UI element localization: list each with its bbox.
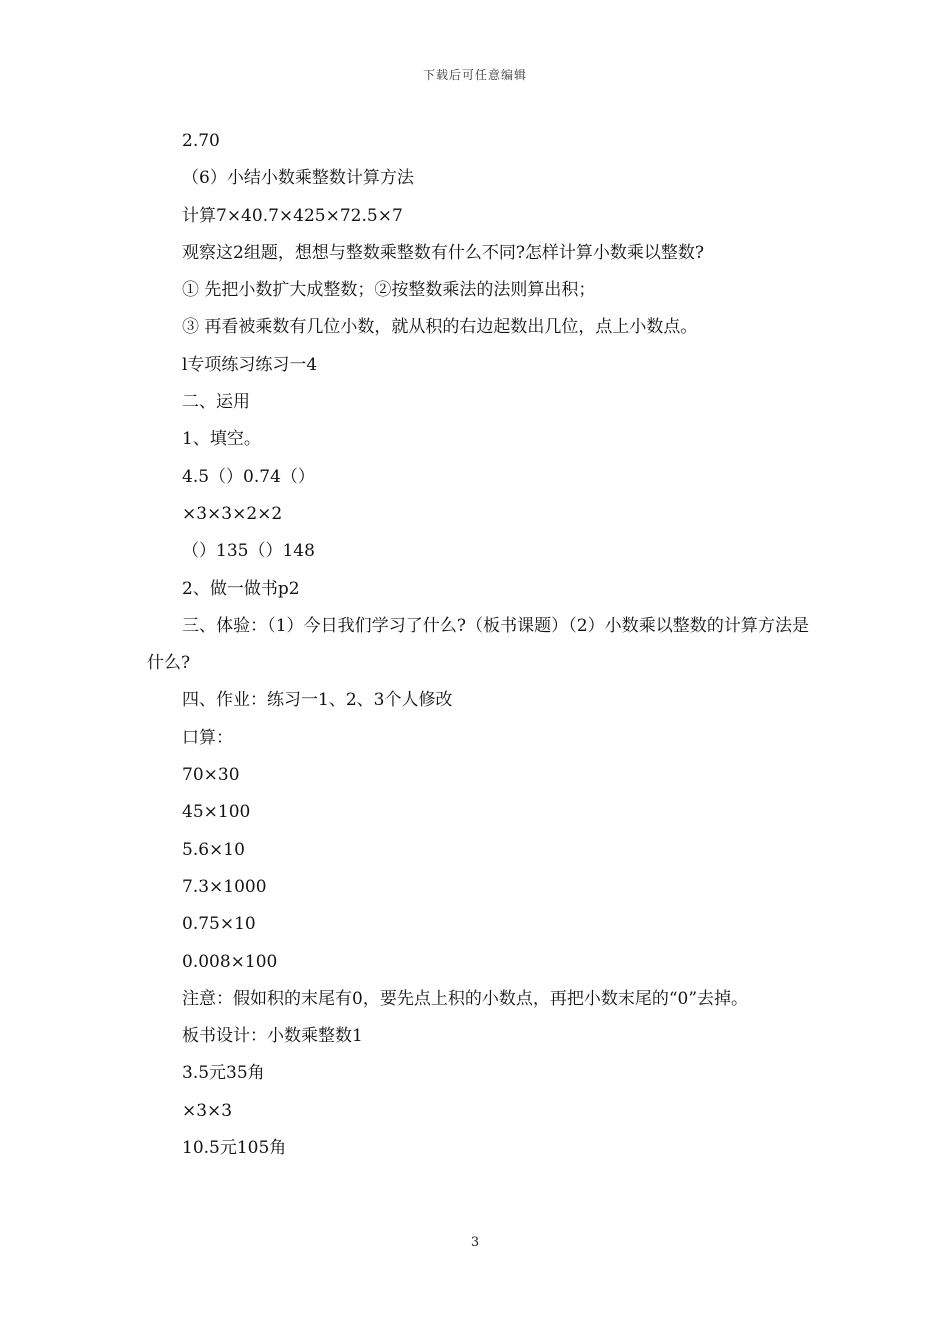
text-line: ③ 再看被乘数有几位小数，就从积的右边起数出几位，点上小数点。	[182, 317, 698, 338]
text-line: 口算：	[182, 727, 233, 748]
text-line: 板书设计：小数乘整数1	[182, 1026, 363, 1047]
text-line: 观察这2组题，想想与整数乘整数有什么不同?怎样计算小数乘以整数?	[182, 242, 705, 263]
text-line: 3.5元35角	[182, 1063, 265, 1084]
text-line: 5.6×10	[182, 839, 245, 860]
text-line: 1、填空。	[182, 429, 261, 450]
text-line: 四、作业：练习一1、2、3个人修改	[182, 690, 453, 711]
wrapped-paragraph: 三、体验：（1）今日我们学习了什么?（板书课题）（2）小数乘以整数的计算方法是什么?	[147, 615, 809, 674]
text-line: l专项练习练习一4	[182, 354, 318, 375]
text-line: ① 先把小数扩大成整数；②按整数乘法的法则算出积；	[182, 280, 596, 301]
text-line: ×3×3	[182, 1100, 233, 1121]
text-line: 0.75×10	[182, 914, 256, 935]
text-line: ×3×3×2×2	[182, 503, 283, 524]
page-header: 下载后可任意编辑	[422, 68, 527, 82]
page-number: 3	[470, 1235, 480, 1250]
text-line: （）135（）148	[182, 541, 315, 562]
text-line: 2、做一做书p2	[182, 578, 300, 599]
text-line: 4.5（）0.74（）	[182, 466, 315, 487]
text-line: （6）小结小数乘整数计算方法	[182, 168, 414, 189]
text-line: 45×100	[182, 802, 251, 823]
document-body	[147, 123, 809, 1167]
text-line: 7.3×1000	[182, 876, 267, 897]
text-line: 计算7×40.7×425×72.5×7	[182, 205, 403, 226]
text-line: 70×30	[182, 765, 240, 786]
text-line: 2.70	[182, 131, 220, 151]
section-heading: 二、运用	[182, 392, 250, 413]
text-line: 10.5元105角	[182, 1138, 287, 1159]
wrapped-paragraph: 注意：假如积的末尾有0，要先点上积的小数点，再把小数末尾的“0”去掉。	[182, 988, 749, 1009]
text-line: 0.008×100	[182, 951, 278, 972]
